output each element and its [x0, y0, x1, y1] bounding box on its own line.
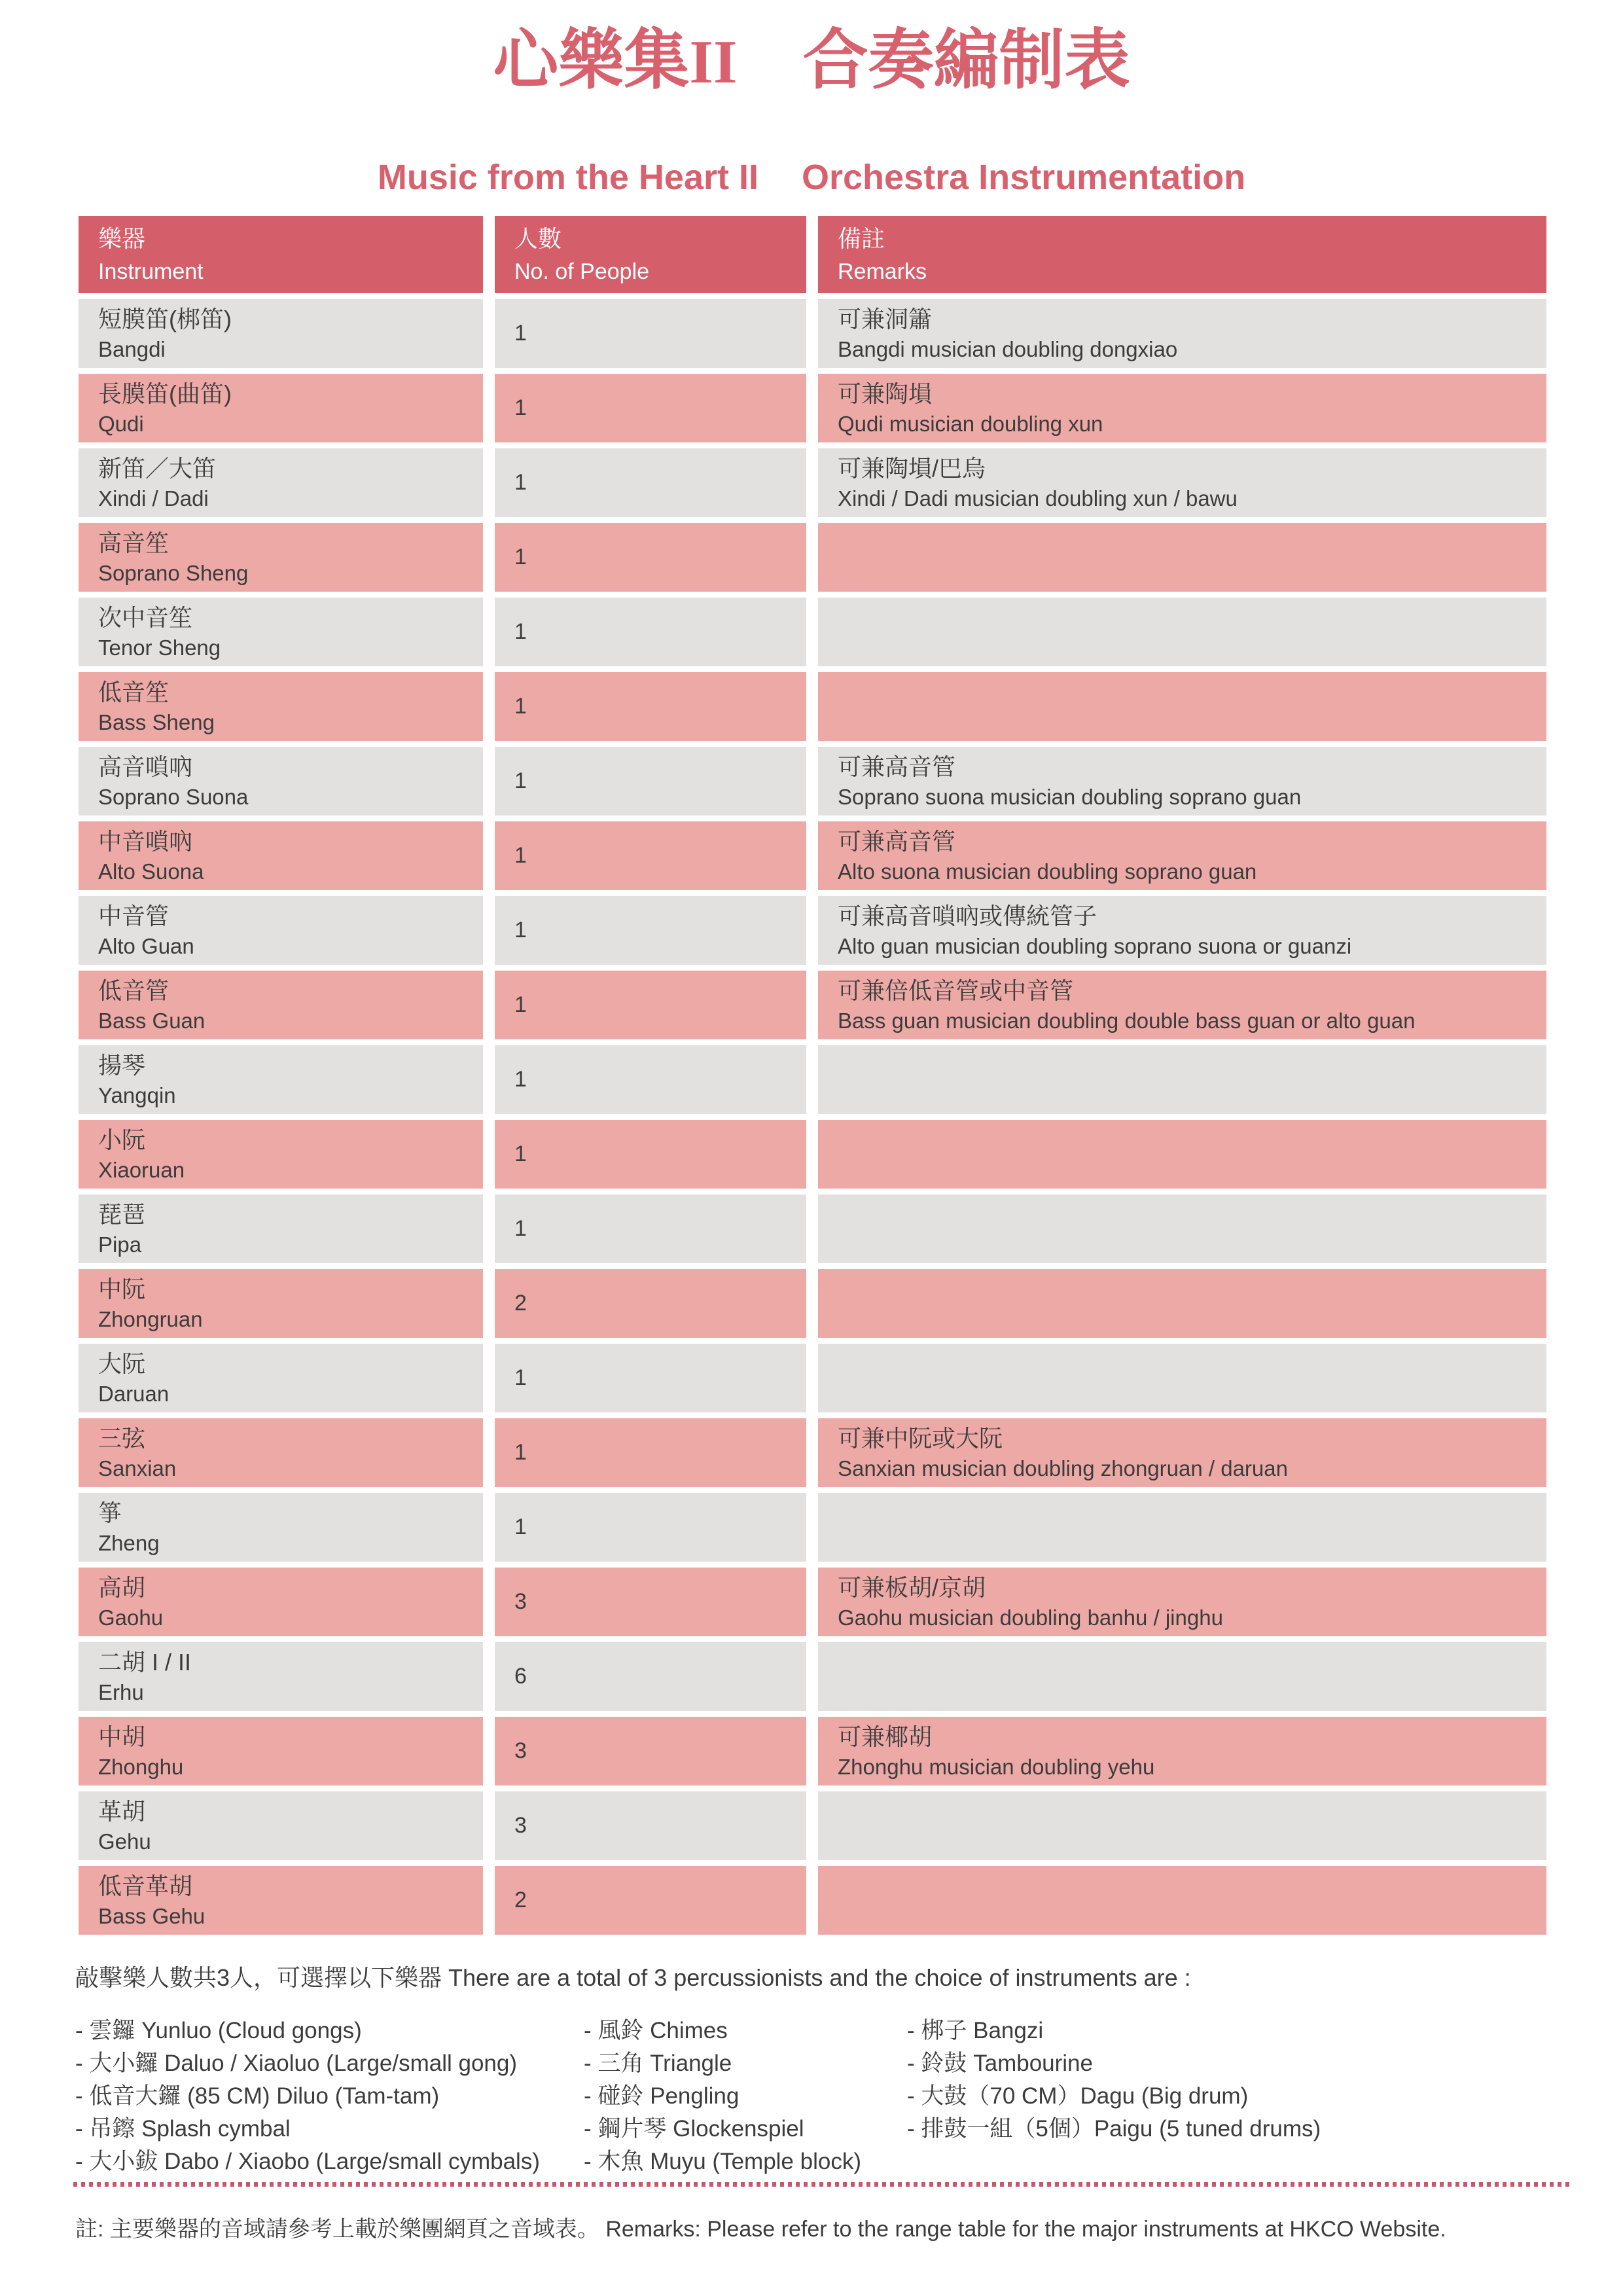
instrument-cell: [79, 299, 483, 368]
instrument-zh: 次中音笙: [98, 603, 193, 631]
instrument-en: Xiaoruan: [98, 1157, 185, 1182]
count-cell: 1: [495, 523, 806, 592]
remark-zh: 可兼倍低音管或中音管: [838, 977, 1074, 1004]
remark-en: Qudi musician doubling xun: [838, 411, 1103, 436]
instrument-cell: [79, 523, 483, 592]
column-header-people: [495, 216, 806, 293]
percussion-item: - 低音大鑼 (85 CM) Diluo (Tam-tam): [75, 2083, 440, 2109]
instrument-cell: [79, 1045, 483, 1114]
percussion-item: - 大小鈸 Dabo / Xiaobo (Large/small cymbals): [75, 2149, 540, 2174]
instrument-en: Soprano Suona: [98, 784, 249, 809]
percussion-item: - 鋼片琴 Glockenspiel: [584, 2116, 804, 2142]
instrument-cell: [79, 448, 483, 517]
instrument-en: Sanxian: [98, 1456, 177, 1480]
remark-zh: 可兼陶塤/巴烏: [838, 454, 986, 482]
percussion-item: - 鈴鼓 Tambourine: [907, 2051, 1093, 2076]
remark-cell: [818, 1866, 1546, 1935]
instrument-zh: 中音嗩吶: [98, 827, 193, 855]
instrument-zh: 高音嗩吶: [98, 753, 193, 780]
percussion-item: - 吊鑔 Splash cymbal: [75, 2116, 291, 2142]
column-header-remarks-zh: 備註: [838, 225, 885, 252]
remark-en: Soprano suona musician doubling soprano guan: [838, 784, 1302, 809]
instrument-zh: 三弦: [98, 1424, 146, 1452]
instrument-en: Alto Suona: [98, 859, 204, 884]
instrument-cell: [79, 1493, 483, 1562]
remark-cell: [818, 598, 1546, 666]
remark-zh: 可兼高音管: [838, 753, 956, 780]
remark-cell: [818, 672, 1546, 741]
remark-cell: [818, 896, 1546, 965]
remark-cell: [818, 1045, 1546, 1114]
instrument-zh: 二胡 I / II: [98, 1648, 192, 1676]
remark-cell: [818, 1418, 1546, 1487]
remark-cell: [818, 374, 1546, 442]
count-cell: 1: [495, 448, 806, 517]
column-header-instrument-zh: 樂器: [98, 225, 146, 252]
instrument-zh: 短膜笛(梆笛): [98, 305, 232, 332]
instrument-en: Yangqin: [98, 1083, 176, 1107]
percussion-column: [75, 2015, 540, 2178]
instrument-cell: [79, 374, 483, 442]
remark-zh: 可兼高音嗩吶或傳統管子: [838, 902, 1097, 929]
percussion-item: - 三角 Triangle: [584, 2051, 732, 2076]
remark-cell: [818, 1269, 1546, 1338]
remark-cell: [818, 821, 1546, 890]
instrument-zh: 長膜笛(曲笛): [98, 380, 232, 407]
instrument-zh: 大阮: [98, 1350, 146, 1377]
remark-cell: [818, 1791, 1546, 1860]
column-header-instrument-en: Instrument: [98, 259, 204, 284]
column-header-remarks-en: Remarks: [838, 259, 927, 284]
instrument-en: Soprano Sheng: [98, 560, 249, 585]
instrument-en: Bangdi: [98, 336, 166, 361]
percussion-item: - 梆子 Bangzi: [907, 2018, 1044, 2043]
remark-en: Alto guan musician doubling soprano suona or guanzi: [838, 933, 1352, 958]
instrument-cell: [79, 1194, 483, 1263]
instrument-cell: [79, 1717, 483, 1785]
instrument-en: Qudi: [98, 411, 144, 436]
count-cell: 3: [495, 1791, 806, 1860]
instrument-cell: [79, 1642, 483, 1711]
remark-zh: 可兼椰胡: [838, 1723, 933, 1750]
instrument-zh: 中胡: [98, 1723, 146, 1750]
instrument-cell: [79, 1418, 483, 1487]
count-cell: 1: [495, 598, 806, 666]
page-title-chinese: [0, 26, 1623, 95]
count-cell: 2: [495, 1866, 806, 1935]
remark-cell: [818, 1194, 1546, 1263]
remark-en: Xindi / Dadi musician doubling xun / bawu: [838, 486, 1238, 511]
percussion-item: - 大鼓（70 CM）Dagu (Big drum): [907, 2083, 1249, 2109]
count-cell: 1: [495, 747, 806, 816]
instrument-en: Alto Guan: [98, 933, 194, 958]
percussion-column: [584, 2015, 861, 2178]
percussion-item: - 碰鈴 Pengling: [584, 2083, 740, 2109]
instrument-en: Zheng: [98, 1530, 160, 1555]
instrument-zh: 小阮: [98, 1126, 146, 1153]
instrument-zh: 新笛／大笛: [98, 454, 217, 482]
instrument-zh: 中阮: [98, 1275, 146, 1302]
remark-cell: [818, 523, 1546, 592]
remark-zh: 可兼高音管: [838, 827, 956, 855]
remark-zh: 可兼中阮或大阮: [838, 1424, 1003, 1452]
instrument-en: Pipa: [98, 1232, 142, 1257]
count-cell: 1: [495, 374, 806, 442]
instrument-en: Xindi / Dadi: [98, 486, 209, 511]
instrument-en: Erhu: [98, 1679, 144, 1704]
instrument-zh: 低音笙: [98, 678, 169, 706]
instrument-zh: 高音笙: [98, 529, 169, 556]
title-zh-numeral: II: [689, 28, 738, 96]
percussion-item: - 雲鑼 Yunluo (Cloud gongs): [75, 2018, 362, 2043]
remark-cell: [818, 1568, 1546, 1636]
instrument-zh: 揚琴: [98, 1051, 146, 1079]
instrument-en: Bass Guan: [98, 1008, 205, 1033]
instrument-en: Bass Gehu: [98, 1903, 205, 1928]
count-cell: 1: [495, 1418, 806, 1487]
instrument-cell: [79, 672, 483, 741]
instrument-cell: [79, 1791, 483, 1860]
percussion-item: - 風鈴 Chimes: [584, 2018, 728, 2043]
instrument-zh: 低音管: [98, 977, 169, 1004]
instrument-cell: [79, 1269, 483, 1338]
remark-cell: [818, 747, 1546, 816]
instrument-cell: [79, 896, 483, 965]
page-title-english: [0, 159, 1623, 196]
instrument-en: Tenor Sheng: [98, 635, 221, 660]
remark-zh: 可兼陶塤: [838, 380, 933, 407]
percussion-item: - 大小鑼 Daluo / Xiaoluo (Large/small gong): [75, 2051, 518, 2076]
count-cell: 1: [495, 896, 806, 965]
count-cell: 1: [495, 672, 806, 741]
count-cell: 1: [495, 971, 806, 1039]
title-zh-part1: 心樂集: [493, 24, 690, 97]
remark-zh: 可兼洞簫: [838, 305, 933, 332]
remark-cell: [818, 1642, 1546, 1711]
instrument-en: Gaohu: [98, 1605, 164, 1630]
count-cell: 1: [495, 1120, 806, 1189]
count-cell: 1: [495, 1045, 806, 1114]
remark-en: Sanxian musician doubling zhongruan / daruan: [838, 1456, 1288, 1480]
instrument-en: Gehu: [98, 1829, 151, 1854]
remark-cell: [818, 448, 1546, 517]
percussion-item: - 木魚 Muyu (Temple block): [584, 2149, 861, 2174]
instrument-zh: 琵琶: [98, 1200, 146, 1228]
remark-en: Gaohu musician doubling banhu / jinghu: [838, 1605, 1223, 1630]
instrument-zh: 中音管: [98, 902, 169, 929]
count-cell: 1: [495, 1493, 806, 1562]
instrument-cell: [79, 747, 483, 816]
remark-zh: 可兼板胡/京胡: [838, 1573, 986, 1601]
remark-cell: [818, 1717, 1546, 1785]
remark-en: Zhonghu musician doubling yehu: [838, 1754, 1155, 1779]
remark-en: Alto suona musician doubling soprano guan: [838, 859, 1257, 884]
instrumentation-table: [79, 216, 1546, 1935]
percussion-item: - 排鼓一組（5個）Paigu (5 tuned drums): [907, 2116, 1321, 2142]
instrument-en: Bass Sheng: [98, 709, 215, 734]
count-cell: 1: [495, 299, 806, 368]
instrument-en: Daruan: [98, 1381, 169, 1406]
instrument-en: Zhonghu: [98, 1754, 184, 1779]
instrument-cell: [79, 1568, 483, 1636]
count-cell: 1: [495, 1194, 806, 1263]
remark-cell: [818, 1344, 1546, 1412]
count-cell: 1: [495, 1344, 806, 1412]
instrument-en: Zhongruan: [98, 1306, 203, 1331]
remark-cell: [818, 1493, 1546, 1562]
instrument-cell: [79, 971, 483, 1039]
instrument-cell: [79, 1866, 483, 1935]
title-zh-part2: 合奏編制表: [802, 24, 1130, 97]
instrument-cell: [79, 1344, 483, 1412]
count-cell: 1: [495, 821, 806, 890]
instrument-cell: [79, 821, 483, 890]
count-cell: 6: [495, 1642, 806, 1711]
column-header-people-en: No. of People: [514, 259, 650, 284]
column-header-remarks: [818, 216, 1546, 293]
remark-en: Bangdi musician doubling dongxiao: [838, 336, 1178, 361]
instrument-zh: 高胡: [98, 1573, 146, 1601]
instrument-zh: 革胡: [98, 1797, 146, 1825]
percussion-column: [907, 2015, 1321, 2145]
remark-cell: [818, 971, 1546, 1039]
remark-en: Bass guan musician doubling double bass guan or alto guan: [838, 1008, 1416, 1033]
count-cell: 3: [495, 1717, 806, 1785]
count-cell: 2: [495, 1269, 806, 1338]
title-en-part2: Orchestra Instrumentation: [801, 158, 1246, 197]
column-header-instrument: [79, 216, 483, 293]
column-header-people-zh: 人數: [514, 225, 562, 252]
title-en-part1: Music from the Heart II: [377, 158, 758, 197]
remark-cell: [818, 299, 1546, 368]
instrument-cell: [79, 1120, 483, 1189]
remark-cell: [818, 1120, 1546, 1189]
instrument-zh: 低音革胡: [98, 1872, 193, 1899]
dotted-divider: [73, 2182, 1573, 2187]
instrument-cell: [79, 598, 483, 666]
footnote: 註: 主要樂器的音域請參考上載於樂團網頁之音域表。 Remarks: Please refer to the range table for the major instruments at HKCO Website.: [75, 2217, 1446, 2242]
count-cell: 3: [495, 1568, 806, 1636]
percussion-intro: 敲擊樂人數共3人，可選擇以下樂器 There are a total of 3 percussionists and the choice of instruments are :: [75, 1964, 1191, 1991]
instrument-zh: 箏: [98, 1499, 122, 1526]
